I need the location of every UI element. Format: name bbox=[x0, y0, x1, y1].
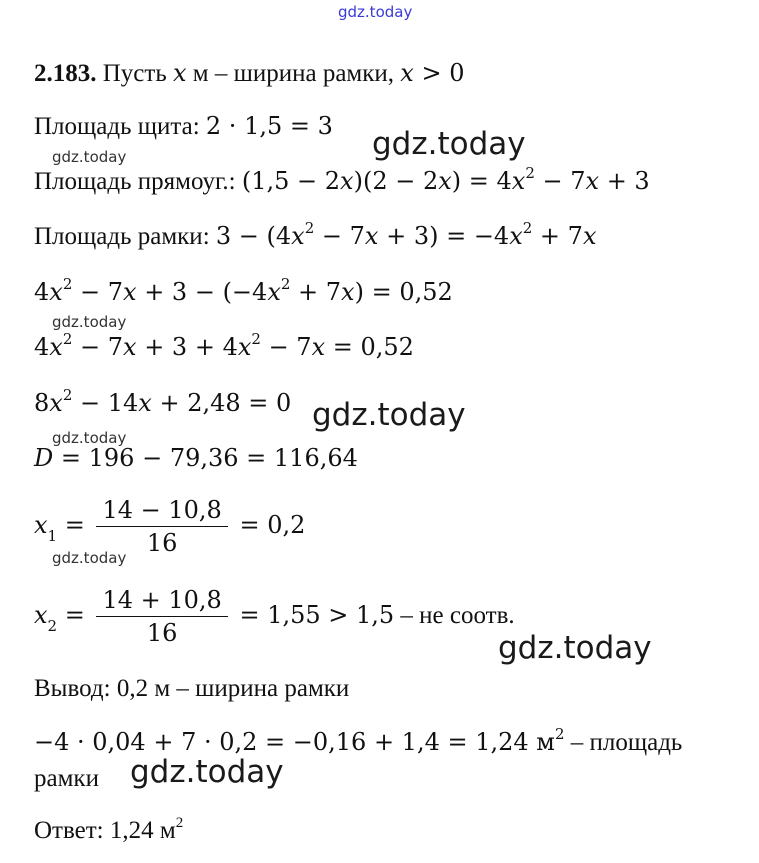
x1-value: 0,2 bbox=[267, 511, 306, 539]
problem-intro: Пусть bbox=[102, 60, 167, 87]
x2-value: 1,55 bbox=[267, 601, 321, 629]
answer-value: 1,24 м bbox=[109, 817, 176, 844]
conclusion-text: 0,2 м – ширина рамки bbox=[116, 675, 350, 702]
eq-result-1: 0,52 bbox=[399, 278, 453, 306]
root-x2-line: $x_2$ = $\frac{14 + 10,8}{16}$ = 1,55 > 1,5 – не соотв. bbox=[34, 586, 515, 647]
shield-area-line: Площадь щита: 2 · 1,5 = 3 bbox=[34, 112, 333, 140]
rect-area-label: Площадь прямоуг.: bbox=[34, 168, 236, 195]
watermark-6: gdz.today bbox=[52, 549, 127, 567]
not-match-text: – не соотв. bbox=[400, 602, 515, 629]
answer-label: Ответ: bbox=[34, 817, 104, 844]
quadratic-equation: $8x^2 - 14x + 2,48 = 0$ bbox=[34, 386, 292, 417]
disc-a: 196 bbox=[88, 444, 135, 472]
conclusion-label: Вывод: bbox=[34, 675, 111, 702]
discriminant-value: 116,64 bbox=[273, 444, 358, 472]
equation-2: $4x^2 - 7x + 3 + 4x^2 - 7x = 0,52$ bbox=[34, 330, 414, 361]
conclusion-line bbox=[34, 674, 349, 704]
problem-statement: 2.183. Пусть x м – ширина рамки, x > 0 bbox=[34, 59, 465, 87]
problem-unit: м – ширина рамки, bbox=[192, 60, 395, 87]
eq-result-2: 0,52 bbox=[360, 333, 414, 361]
disc-b: 79,36 bbox=[169, 444, 239, 472]
frame-area-calc: −4 · 0,04 + 7 · 0,2 = −0,16 + 1,4 = 1,24 $м^2$ – площадь bbox=[34, 725, 683, 756]
answer-line: Ответ: 1,24 $м^2$ bbox=[34, 814, 184, 844]
x1-numerator: 14 − 10,8 bbox=[96, 496, 227, 527]
shield-area-label: Площадь щита: bbox=[34, 113, 200, 140]
watermark-8: gdz.today bbox=[130, 754, 284, 790]
watermark-7: gdz.today bbox=[498, 630, 652, 666]
quad-constant: 2,48 bbox=[187, 389, 241, 417]
problem-number: 2.183. bbox=[34, 60, 97, 87]
watermark-top: gdz.today bbox=[338, 3, 413, 21]
x2-fraction bbox=[96, 586, 227, 647]
area-suffix: – площадь bbox=[570, 729, 683, 756]
x2-denominator: 16 bbox=[146, 619, 178, 647]
area-suffix-2: рамки bbox=[34, 765, 99, 792]
x1-denominator: 16 bbox=[146, 529, 178, 557]
x2-numerator: 14 + 10,8 bbox=[96, 586, 227, 617]
watermark-5: gdz.today bbox=[52, 429, 127, 447]
x1-fraction bbox=[96, 496, 227, 557]
frame-area-label: Площадь рамки: bbox=[34, 223, 210, 250]
watermark-1: gdz.today bbox=[372, 126, 526, 162]
watermark-3: gdz.today bbox=[52, 313, 127, 331]
frame-area-line: Площадь рамки: $3 - (4x^2 - 7x + 3) = -4x^2 + 7x$ bbox=[34, 219, 597, 250]
rect-area-line: Площадь прямоуг.: $(1,5 - 2x)(2 - 2x) = 4x^2 - 7x + 3$ bbox=[34, 164, 650, 195]
root-x1-line: $x_1$ = $\frac{14 - 10,8}{16}$ = 0,2 bbox=[34, 496, 306, 557]
equation-1: $4x^2 - 7x + 3 - (-4x^2 + 7x) = 0,52$ bbox=[34, 275, 453, 306]
discriminant-line: D = 196 − 79,36 = 116,64 bbox=[34, 444, 358, 472]
watermark-2: gdz.today bbox=[52, 148, 127, 166]
frame-area-calc-cont bbox=[34, 764, 99, 794]
watermark-4: gdz.today bbox=[312, 397, 466, 433]
